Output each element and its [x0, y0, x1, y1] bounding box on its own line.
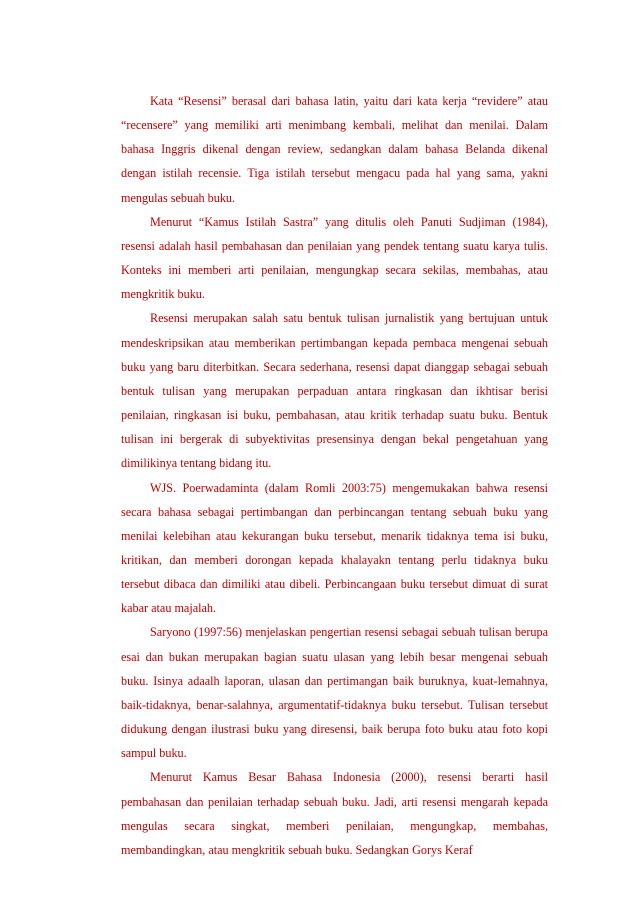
paragraph-3: Resensi merupakan salah satu bentuk tulisan jurnalistik yang bertujuan untuk mendeskripsikan atau memberikan pertimbangan kepada pembaca mengenai sebuah buku yang baru diterbitkan. Secara sederhana, resensi dapat dianggap sebagai sebuah bentuk tulisan yang merupakan perpaduan antara ringkasan dan ikhtisar berisi penilaian, ringkasan isi buku, pembahasan, atau kritik terhadap suatu buku. Bentuk tulisan ini bergerak di subyektivitas presensinya dengan bekal pengetahuan yang dimilikinya tentang bidang itu. — [121, 311, 548, 471]
paragraph-6: Menurut Kamus Besar Bahasa Indonesia (2000), resensi berarti hasil pembahasan dan penilaian terhadap sebuah buku. Jadi, arti resensi mengarah kepada mengulas secara singkat, memberi penilaian, mengungkap, membahas, membandingkan, atau mengkritik sebuah buku. Sedangkan Gorys Keraf — [121, 770, 548, 857]
paragraph-1: Kata “Resensi” berasal dari bahasa latin, yaitu dari kata kerja “revidere” atau “recensere” yang memiliki arti menimbang kembali, melihat dan menilai. Dalam bahasa Inggris dikenal dengan review, sedangkan dalam bahasa Belanda dikenal dengan istilah recensie. Tiga istilah tersebut mengacu pada hal yang sama, yakni mengulas sebuah buku. — [121, 94, 548, 205]
paragraph-2: Menurut “Kamus Istilah Sastra” yang ditulis oleh Panuti Sudjiman (1984), resensi adalah hasil pembahasan dan penilaian yang pendek tentang suatu karya tulis. Konteks ini memberi arti penilaian, mengungkap secara sekilas, membahas, atau mengkritik buku. — [121, 214, 548, 302]
document-body — [121, 89, 548, 862]
paragraph-4: WJS. Poerwadaminta (dalam Romli 2003:75) mengemukakan bahwa resensi secara bahasa sebagai pertimbangan dan perbincangan tentang sebuah buku yang menilai kelebihan atau kekurangan buku tersebut, menarik tidaknya tema isi buku, kritikan, dan memberi dorongan kepada khalayakn tentang perlu tidaknya buku tersebut dibaca dan dimiliki atau dibeli. Perbincangaan buku tersebut dimuat di surat kabar atau majalah. — [121, 480, 548, 616]
paragraph-5: Saryono (1997:56) menjelaskan pengertian resensi sebagai sebuah tulisan berupa esai dan bukan merupakan bagian suatu ulasan yang lebih besar mengenai sebuah buku. Isinya adaalh laporan, ulasan dan pertimangan baik buruknya, kuat-lemahnya, baik-tidaknya, benar-salahnya, argumentatif-tidaknya buku tersebut. Tulisan tersebut didukung dengan ilustrasi buku yang diresensi, baik berupa foto buku atau foto kopi sampul buku. — [121, 625, 548, 761]
